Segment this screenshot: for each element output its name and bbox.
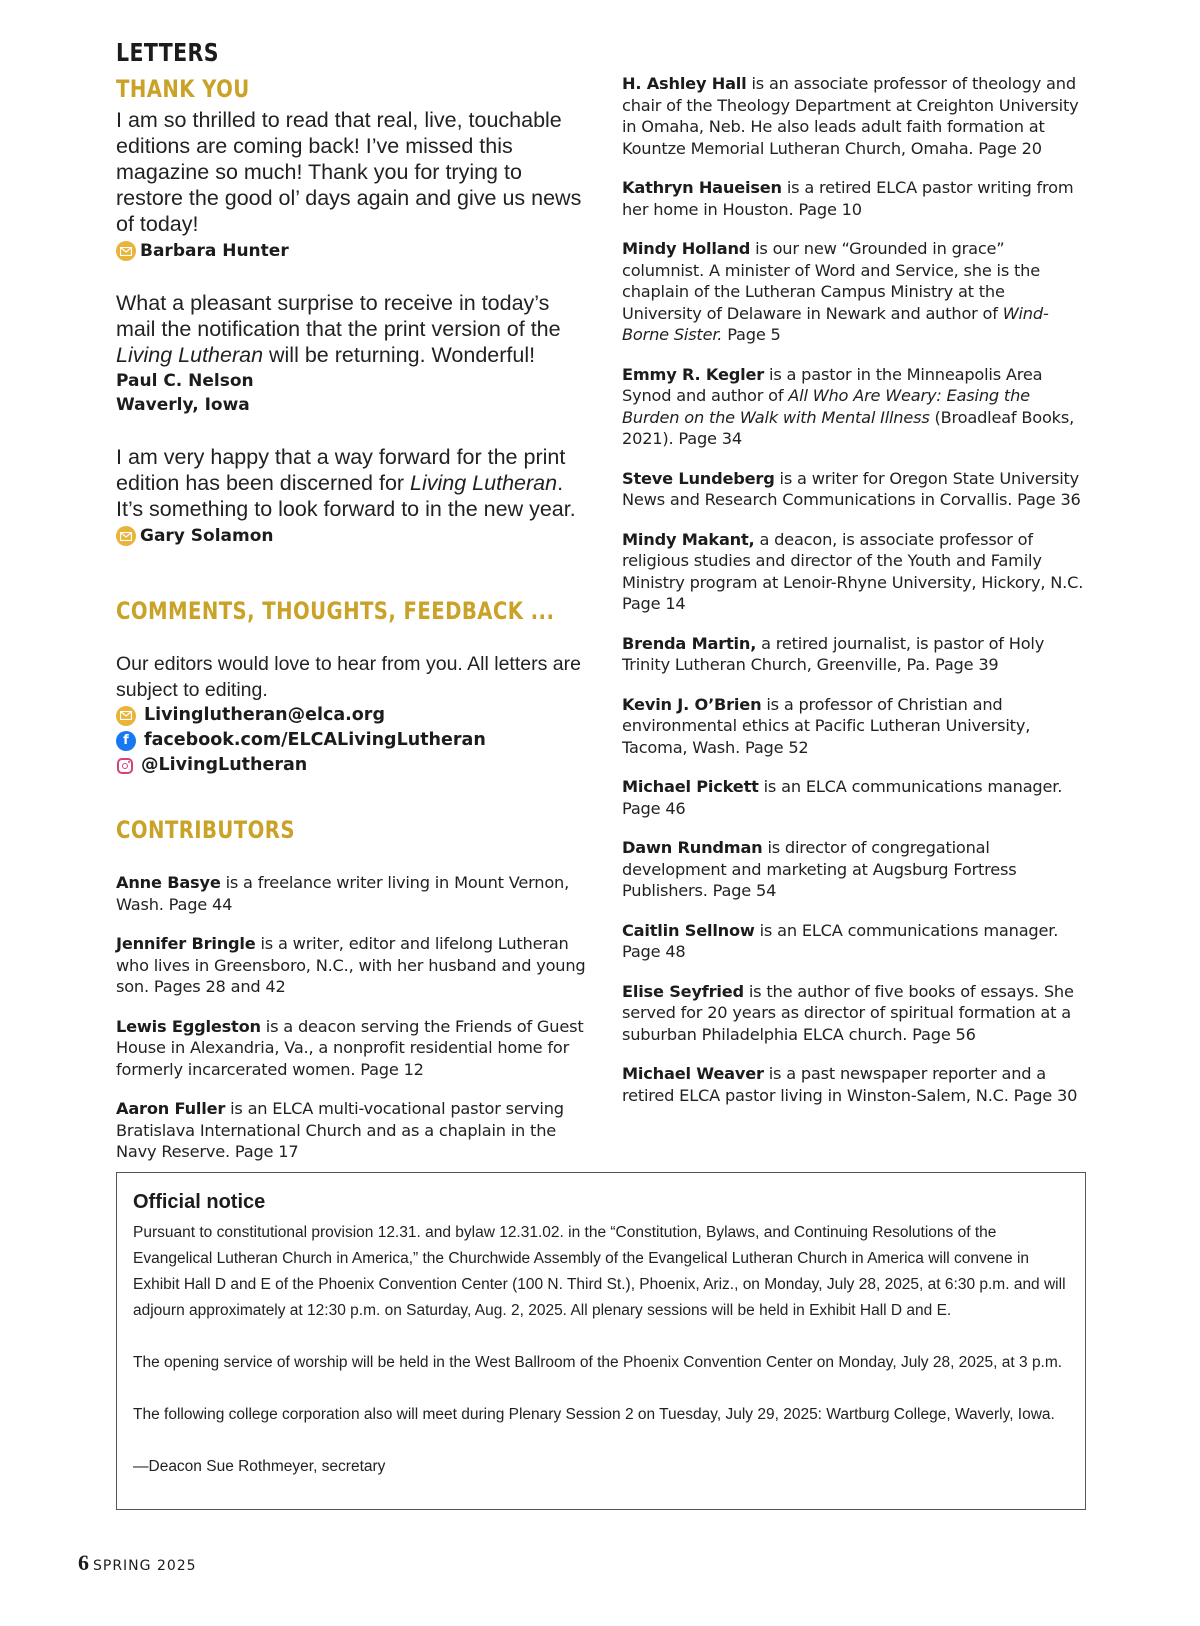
facebook-contact[interactable] xyxy=(116,728,590,753)
envelope-icon xyxy=(116,241,136,261)
notice-paragraph: The following college corporation also will meet during Plenary Session 2 on Tuesday, July 29, 2025: Wartburg College, Waverly, Iowa. xyxy=(133,1406,1055,1423)
contributor-entry: Michael Weaver is a past newspaper reporter and a retired ELCA pastor living in Winston-Salem, N.C. Page 30 xyxy=(622,1064,1078,1105)
contributor-entry: Kathryn Haueisen is a retired ELCA pastor writing from her home in Houston. Page 10 xyxy=(622,178,1074,219)
contributor-name: Elise Seyfried xyxy=(622,981,744,1001)
magazine-title: Living Lutheran xyxy=(116,343,264,367)
page-number: 6 xyxy=(78,1550,89,1575)
email-link[interactable]: Livinglutheran@elca.org xyxy=(144,705,385,725)
facebook-link[interactable]: facebook.com/ELCALivingLutheran xyxy=(144,730,486,750)
letter-2 xyxy=(116,290,590,416)
contributor-entry: Mindy Makant, a deacon, is associate professor of religious studies and director of the Youth and Family Ministry program at Lenoir-Rhyne University, Hickory, N.C. Page 14 xyxy=(622,529,1084,613)
contributors-list-left xyxy=(116,872,590,1163)
contributor-name: Aaron Fuller xyxy=(116,1099,226,1118)
book-title: All Who Are Weary: Easing the Burden on the Walk with Mental Illness xyxy=(622,386,1030,427)
book-title: Wind-Borne Sister. xyxy=(622,303,1049,344)
contributor-entry: Emmy R. Kegler is a pastor in the Minneapolis Area Synod and author of All Who Are Weary: Easing the Burden on the Walk with Mental Illness (Broadleaf Books, 2021). Page 34 xyxy=(622,364,1075,448)
contributor-name: Steve Lundeberg xyxy=(622,468,775,488)
letters-heading: LETTERS xyxy=(116,38,219,67)
left-column xyxy=(116,38,590,1181)
letter-body: I am so thrilled to read that real, live, touchable editions are coming back! I’ve missed this magazine so much! Thank you for trying to restore the good ol’ days again and give us news of today! xyxy=(116,108,582,236)
contributor-entry: Steve Lundeberg is a writer for Oregon State University News and Research Communications in Corvallis. Page 36 xyxy=(622,468,1081,509)
contributor-entry: Lewis Eggleston is a deacon serving the Friends of Guest House in Alexandria, Va., a nonprofit residential home for formerly incarcerated women. Page 12 xyxy=(116,1016,584,1079)
page-footer xyxy=(78,1550,197,1576)
notice-signature: —Deacon Sue Rothmeyer, secretary xyxy=(133,1458,386,1475)
contributor-name: Jennifer Bringle xyxy=(116,934,256,953)
contributor-name: Kevin J. O’Brien xyxy=(622,694,762,714)
letter-location: Waverly, Iowa xyxy=(116,395,250,415)
facebook-icon: f xyxy=(116,731,136,751)
comments-heading: COMMENTS, THOUGHTS, FEEDBACK ... xyxy=(116,597,555,625)
right-column xyxy=(622,73,1084,1124)
contributor-name: Michael Weaver xyxy=(622,1064,764,1083)
envelope-icon xyxy=(116,526,136,546)
contributor-name: Brenda Martin, xyxy=(622,633,757,653)
contributor-name: Dawn Rundman xyxy=(622,838,763,857)
contributor-name: Emmy R. Kegler xyxy=(622,364,765,384)
letter-author: Gary Solamon xyxy=(140,526,274,546)
magazine-title: Living Lutheran xyxy=(410,471,558,495)
contributors-heading: CONTRIBUTORS xyxy=(116,816,295,844)
envelope-icon xyxy=(116,706,136,726)
instagram-link[interactable]: @LivingLutheran xyxy=(141,755,308,775)
contributor-name: Michael Pickett xyxy=(622,777,759,796)
letter-body: I am very happy that a way forward for the print edition has been discerned for Living Lutheran. It’s something to look forward to in the new year. xyxy=(116,445,576,521)
contributor-entry: Aaron Fuller is an ELCA multi-vocational pastor serving Bratislava International Church and as a chaplain in the Navy Reserve. Page 17 xyxy=(116,1099,564,1161)
contributor-entry: Brenda Martin, a retired journalist, is pastor of Holy Trinity Lutheran Church, Greenville, Pa. Page 39 xyxy=(622,633,1045,674)
contributor-name: Kathryn Haueisen xyxy=(622,178,782,197)
contributor-entry: Anne Basye is a freelance writer living in Mount Vernon, Wash. Page 44 xyxy=(116,873,570,914)
contributor-entry: Dawn Rundman is director of congregational development and marketing at Augsburg Fortress Publishers. Page 54 xyxy=(622,838,1017,900)
contributor-entry: H. Ashley Hall is an associate professor of theology and chair of the Theology Department at Creighton University in Omaha, Neb. He also leads adult faith formation at Kountze Memorial Lutheran Church, Omaha. Page 20 xyxy=(622,74,1079,158)
contributor-name: Mindy Holland xyxy=(622,239,751,258)
email-contact[interactable] xyxy=(116,703,590,728)
instagram-contact[interactable] xyxy=(116,753,590,778)
notice-title: Official notice xyxy=(133,1191,266,1213)
contributor-entry: Michael Pickett is an ELCA communications manager. Page 46 xyxy=(622,777,1063,818)
thank-you-heading: THANK YOU xyxy=(116,75,250,103)
letter-signature xyxy=(116,525,590,547)
contributor-name: Lewis Eggleston xyxy=(116,1016,261,1036)
official-notice-box xyxy=(116,1172,1086,1510)
instagram-icon xyxy=(117,758,133,774)
contributor-name: Mindy Makant, xyxy=(622,529,755,549)
comments-body: Our editors would love to hear from you. All letters are subject to editing. xyxy=(116,653,581,701)
letter-1 xyxy=(116,107,590,262)
letter-3 xyxy=(116,444,590,547)
letter-signature xyxy=(116,240,590,262)
contributor-entry: Elise Seyfried is the author of five books of essays. She served for 20 years as director of spiritual formation at a suburban Philadelphia ELCA church. Page 56 xyxy=(622,981,1074,1044)
letter-author: Paul C. Nelson xyxy=(116,371,254,391)
contributor-entry: Jennifer Bringle is a writer, editor and lifelong Lutheran who lives in Greensboro, N.C., with her husband and young son. Pages 28 and 42 xyxy=(116,934,586,996)
contributor-entry: Mindy Holland is our new “Grounded in grace” columnist. A minister of Word and Service, she is the chaplain of the Lutheran Campus Ministry at the University of Delaware in Newark and author of Wind-Borne Sister. Page 5 xyxy=(622,239,1049,344)
contributor-name: H. Ashley Hall xyxy=(622,74,747,93)
contributor-entry: Caitlin Sellnow is an ELCA communications manager. Page 48 xyxy=(622,920,1059,961)
issue-label: SPRING 2025 xyxy=(93,1558,197,1574)
contributor-name: Anne Basye xyxy=(116,873,221,892)
letter-body: What a pleasant surprise to receive in today’s mail the notification that the print version of the Living Lutheran will be returning. Wonderful! xyxy=(116,291,561,367)
contributor-name: Caitlin Sellnow xyxy=(622,920,755,940)
notice-paragraph: The opening service of worship will be held in the West Ballroom of the Phoenix Convention Center on Monday, July 28, 2025, at 3 p.m. xyxy=(133,1354,1063,1371)
letter-author: Barbara Hunter xyxy=(140,241,289,261)
contributor-entry: Kevin J. O’Brien is a professor of Christian and environmental ethics at Pacific Lutheran University, Tacoma, Wash. Page 52 xyxy=(622,694,1031,757)
notice-paragraph: Pursuant to constitutional provision 12.31. and bylaw 12.31.02. in the “Constitution, Bylaws, and Continuing Resolutions of the Evangelical Lutheran Church in America,” the Churchwide Assembly of the Evangelical Lutheran Church in America will convene in Exhibit Hall D and E of the Phoenix Convention Center (100 N. Third St.), Phoenix, Ariz., on Monday, July 28, 2025, at 6:30 p.m. and will adjourn approximately at 12:30 p.m. on Saturday, Aug. 2, 2025. All plenary sessions will be held in Exhibit Hall D and E. xyxy=(133,1224,1066,1319)
